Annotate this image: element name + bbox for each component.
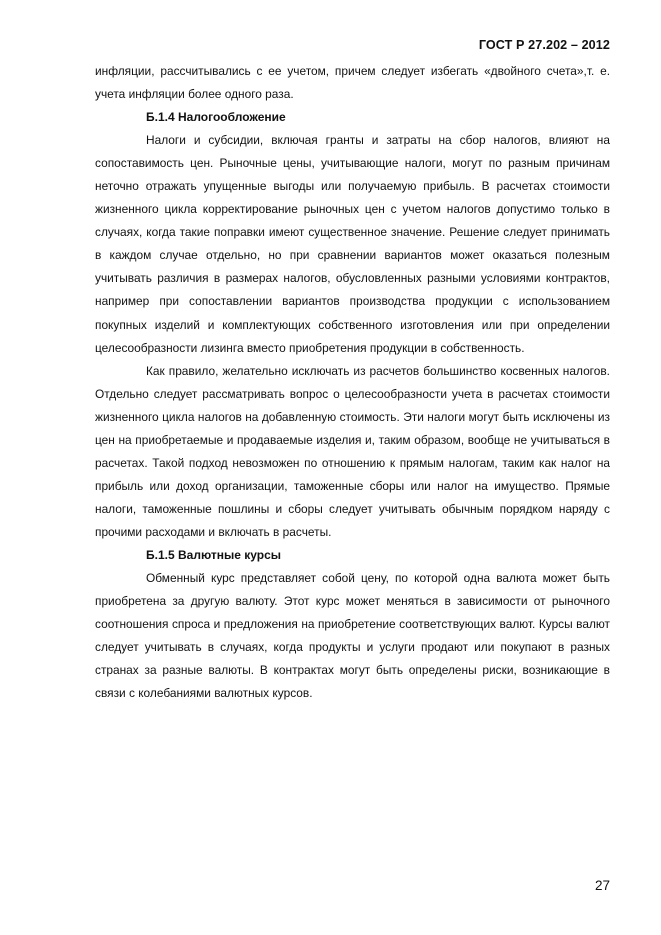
section-heading-taxation: Б.1.4 Налогообложение xyxy=(146,110,286,125)
page-body xyxy=(95,60,610,705)
document-code-header: ГОСТ Р 27.202 – 2012 xyxy=(478,38,610,52)
paragraph-indirect-taxes: Как правило, желательно исключать из расчетов большинство косвенных налогов. Отдельно следует рассматривать вопрос о целесообразности учета в расчетах стоимости жизненного цикла налогов на добавленную стоимость. Эти налоги могут быть исключены из цен на приобретаемые и продаваемые изделия и, таким образом, вообще не учитываться в расчетах. Такой подход невозможен по отношению к прямым налогам, таким как налог на прибыль или доход организации, таможенные сборы или налог на имущество. Прямые налоги, таможенные пошлины и сборы следует учитывать обычным порядком наряду с прочими расходами и включать в расчеты. xyxy=(95,363,610,539)
paragraph-taxes-subsidies: Налоги и субсидии, включая гранты и затраты на сбор налогов, влияют на сопоставимость цен. Рыночные цены, учитывающие налоги, могут по разным причинам неточно отражать упущенные выгоды или получаемую прибыль. В расчетах стоимости жизненного цикла корректирование рыночных цен с учетом налогов допустимо только в случаях, когда такие поправки имеют существенное значение. Решение следует принимать в каждом случае отдельно, но при сравнении вариантов может оказаться полезным учитывать различия в размерах налогов, обусловленных разными условиями контрактов, например при сопоставлении вариантов производства продукции с использованием покупных изделий и комплектующих собственного изготовления или при определении целесообразности лизинга вместо приобретения продукции в собственность. xyxy=(95,133,610,355)
paragraph-exchange-rate: Обменный курс представляет собой цену, по которой одна валюта может быть приобретена за другую валюту. Этот курс может меняться в зависимости от рыночного соотношения спроса и предложения на приобретение соответствующих валют. Курсы валют следует учитывать в случаях, когда продукты и услуги продают или покупают в разных странах за разные валюты. В контрактах могут быть определены риски, возникающие в связи с колебаниями валютных курсов. xyxy=(95,571,610,701)
page-number: 27 xyxy=(594,878,610,893)
paragraph-inflation-continuation: инфляции, рассчитывались с ее учетом, причем следует избегать «двойного счета»,т. е. учета инфляции более одного раза. xyxy=(95,64,610,102)
section-heading-exchange-rates: Б.1.5 Валютные курсы xyxy=(146,547,282,562)
